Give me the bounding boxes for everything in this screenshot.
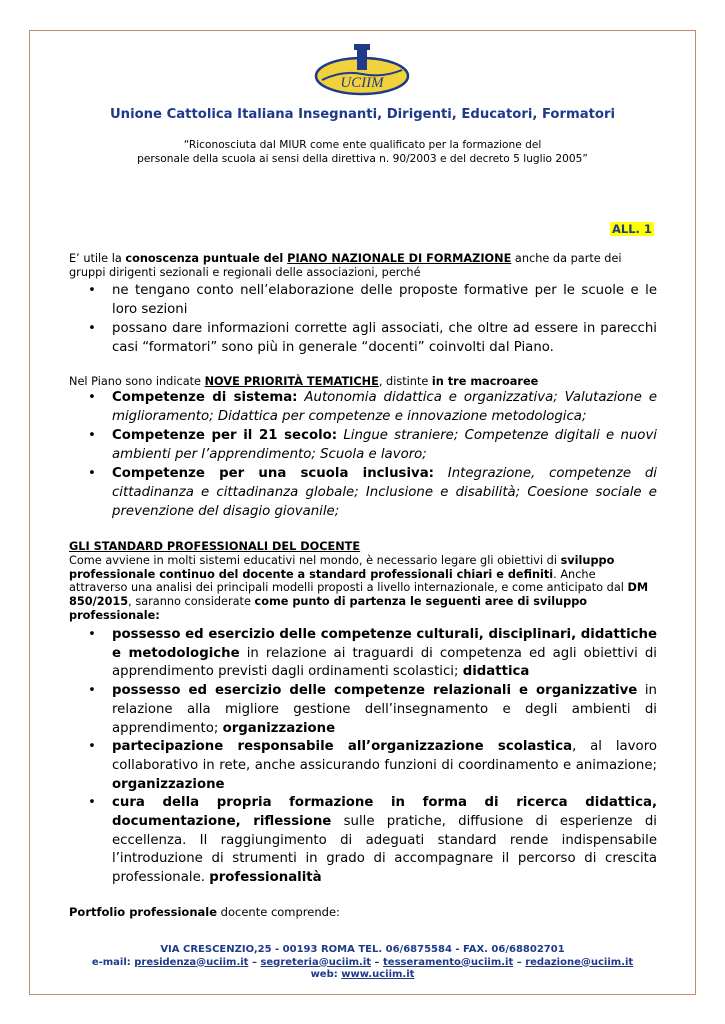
list-item: • cura della propria formazione in forma di ricerca didattica, documentazione, riflessione sulle pratiche, diffusione di esperienze di eccellenza. Il raggiungimento di adeguati standard rende indispensabile l’introduzione di strumenti in grado di accompagnare il percorso di crescita professionale. professionalità [69,794,657,888]
email-link-redazione[interactable]: redazione@uciim.it [525,956,634,968]
email-link-segreteria[interactable]: segreteria@uciim.it [260,956,372,968]
footer-address: VIA CRESCENZIO,25 - 00193 ROMA TEL. 06/6875584 - FAX. 06/68802701 [160,944,565,955]
priorities-list [69,388,657,521]
footer-emails: e-mail: presidenza@uciim.it – segreteria@uciim.it – tesseramento@uciim.it – redazione@uciim.it [91,956,634,968]
intro-paragraph: E’ utile la conoscenza puntuale del PIANO NAZIONALE DI FORMAZIONE anche da parte dei gruppi dirigenti sezionali e regionali delle associazioni, perché [69,252,622,279]
email-link-tesseramento[interactable]: tesseramento@uciim.it [383,956,514,968]
list-item: • possesso ed esercizio delle competenze relazionali e organizzative in relazione alla migliore gestione dell’insegnamento e degli ambienti di apprendimento; organizzazione [69,682,657,738]
list-item: • possesso ed esercizio delle competenze culturali, disciplinari, didattiche e metodologiche in relazione ai traguardi di competenza ed agli obiettivi di apprendimento previsti dagli ordinamenti scolastici; didattica [69,626,657,682]
list-item: • Competenze di sistema: Autonomia didattica e organizzativa; Valutazione e miglioramento; Didattica per competenze e innovazione metodologica; [69,388,657,426]
email-link-presidenza[interactable]: presidenza@uciim.it [134,956,249,968]
intro-bullet-list [69,281,657,357]
footer-web: web: www.uciim.it [310,969,415,980]
standards-paragraph: Come avviene in molti sistemi educativi nel mondo, è necessario legare gli obiettivi di sviluppo professionale continuo del docente a standard professionali chiari e definiti. Anche attraverso una analisi dei principali modelli proposti a livello internazionale, e come anticipato dal DM 850/2015, saranno considerate come punto di partenza le seguenti aree di sviluppo professionale: [69,553,649,622]
website-link[interactable]: www.uciim.it [341,969,415,980]
attachment-label: ALL. 1 [612,222,652,236]
standards-section [69,540,657,623]
list-item: • Competenze per una scuola inclusiva: Integrazione, competenze di cittadinanza e cittadinanza globale; Inclusione e disabilità; Coesione sociale e prevenzione del disagio giovanile; [69,464,657,521]
standards-list [69,626,657,888]
uciim-logo [312,40,412,98]
priorities-paragraph: Nel Piano sono indicate NOVE PRIORITÀ TEMATICHE, distinte in tre macroaree [69,375,539,388]
list-item: • ne tengano conto nell’elaborazione delle proposte formative per le scuole e le loro sezioni [69,281,657,319]
list-item: • possano dare informazioni corrette agli associati, che oltre ad essere in parecchi casi “formatori” sono più in generale “docenti” coinvolti dal Piano. [69,319,657,357]
page-footer [0,944,725,982]
organization-title: Unione Cattolica Italiana Insegnanti, Dirigenti, Educatori, Formatori [109,107,616,122]
list-item: • partecipazione responsabile all’organizzazione scolastica, al lavoro collaborativo in rete, anche assicurando funzioni di coordinamento e animazione; organizzazione [69,738,657,794]
section-heading: GLI STANDARD PROFESSIONALI DEL DOCENTE [69,540,361,553]
list-item: • Competenze per il 21 secolo: Lingue straniere; Competenze digitali e nuovi ambienti per l’apprendimento; Scuola e lavoro; [69,426,657,464]
portfolio-paragraph: Portfolio professionale docente comprende: [69,905,340,919]
svg-text:UCIIM: UCIIM [340,75,384,91]
recognition-note: “Riconosciuta dal MIUR come ente qualificato per la formazione del personale della scuola ai sensi della direttiva n. 90/2003 e del decreto 5 luglio 2005” [137,139,588,165]
